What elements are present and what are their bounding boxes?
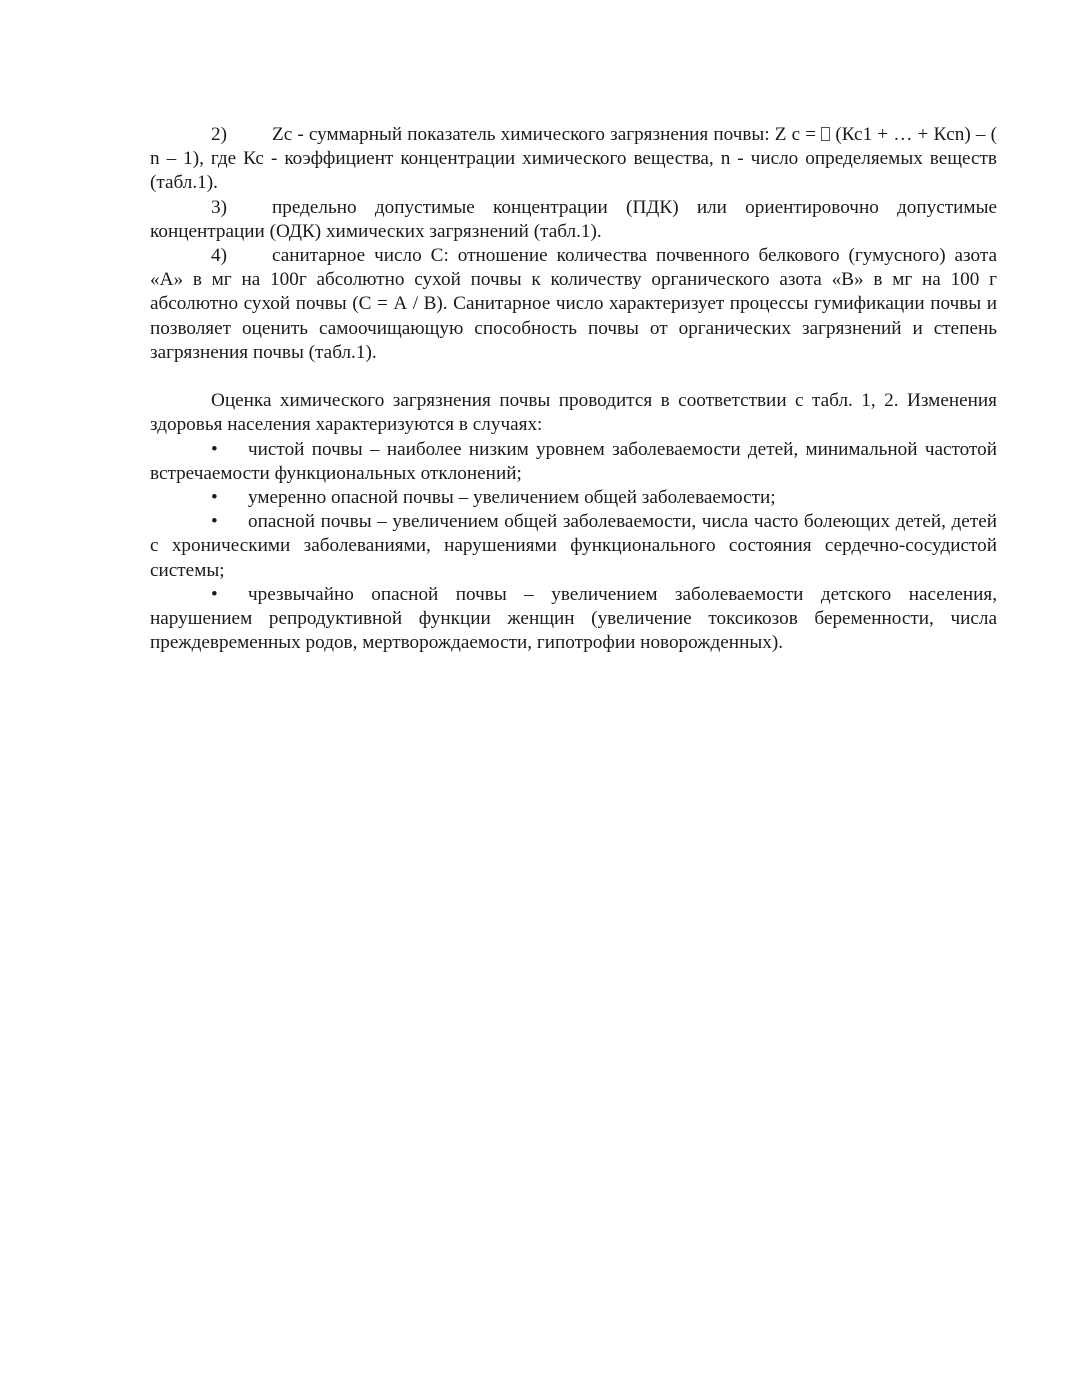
- list-item-text-part2: (Кс1 + … + Кcn) – ( n – 1), где Кс - коэффициент концентрации химического вещества, n - число определяемых веществ (табл.1).: [150, 124, 998, 194]
- sum-symbol-icon: [821, 127, 830, 141]
- bullet-item-moderate-soil: [150, 486, 997, 510]
- bullet-text: умеренно опасной почвы – увеличением общей заболеваемости;: [248, 487, 776, 509]
- bullet-item-dangerous-soil: [150, 510, 997, 583]
- bullet-text: чрезвычайно опасной почвы – увеличением заболеваемости детского населения, нарушением репродуктивной функции женщин (увеличение токсикозов беременности, числа преждевременных родов, мертворождаемости, гипотрофии новорожденных).: [150, 583, 997, 654]
- list-marker: 2): [211, 124, 227, 145]
- paragraph-spacer: [150, 365, 997, 389]
- bullet-item-clean-soil: [150, 438, 997, 486]
- list-marker: 3): [211, 196, 227, 218]
- list-item-3: [150, 196, 997, 244]
- intro-paragraph: Оценка химического загрязнения почвы проводится в соответствии с табл. 1, 2. Изменения здоровья населения характеризуются в случаях:: [150, 390, 997, 436]
- bullet-text: опасной почвы – увеличением общей заболеваемости, числа часто болеющих детей, детей с хроническими заболеваниями, нарушениями функционального состояния сердечно-сосудистой системы;: [150, 511, 997, 581]
- bullet-marker: •: [211, 583, 218, 605]
- list-item-text: предельно допустимые концентрации (ПДК) или ориентировочно допустимые концентрации (ОДК) химических загрязнений (табл.1).: [150, 196, 997, 242]
- list-item-text-part1: Zc - суммарный показатель химического загрязнения почвы: Z c =: [272, 124, 822, 145]
- list-item-4: [150, 244, 997, 365]
- bullet-marker: •: [211, 487, 218, 509]
- bullet-item-extremely-dangerous-soil: [150, 583, 997, 656]
- document-page: [150, 123, 997, 655]
- bullet-marker: •: [211, 438, 218, 460]
- bullet-text: чистой почвы – наиболее низким уровнем заболеваемости детей, минимальной частотой встречаемости функциональных отклонений;: [150, 438, 997, 484]
- list-item-text: санитарное число С: отношение количества почвенного белкового (гумусного) азота «А» в мг на 100г абсолютно сухой почвы к количеству органического азота «В» в мг на 100 г абсолютно сухой почвы (С = А / В). Санитарное число характеризует процессы гумификации почвы и позволяет оценить самоочищающую способность почвы от органических загрязнений и степень загрязнения почвы (табл.1).: [150, 245, 997, 363]
- bullet-marker: •: [211, 511, 218, 533]
- list-item-2: [150, 123, 997, 196]
- list-marker: 4): [211, 245, 227, 267]
